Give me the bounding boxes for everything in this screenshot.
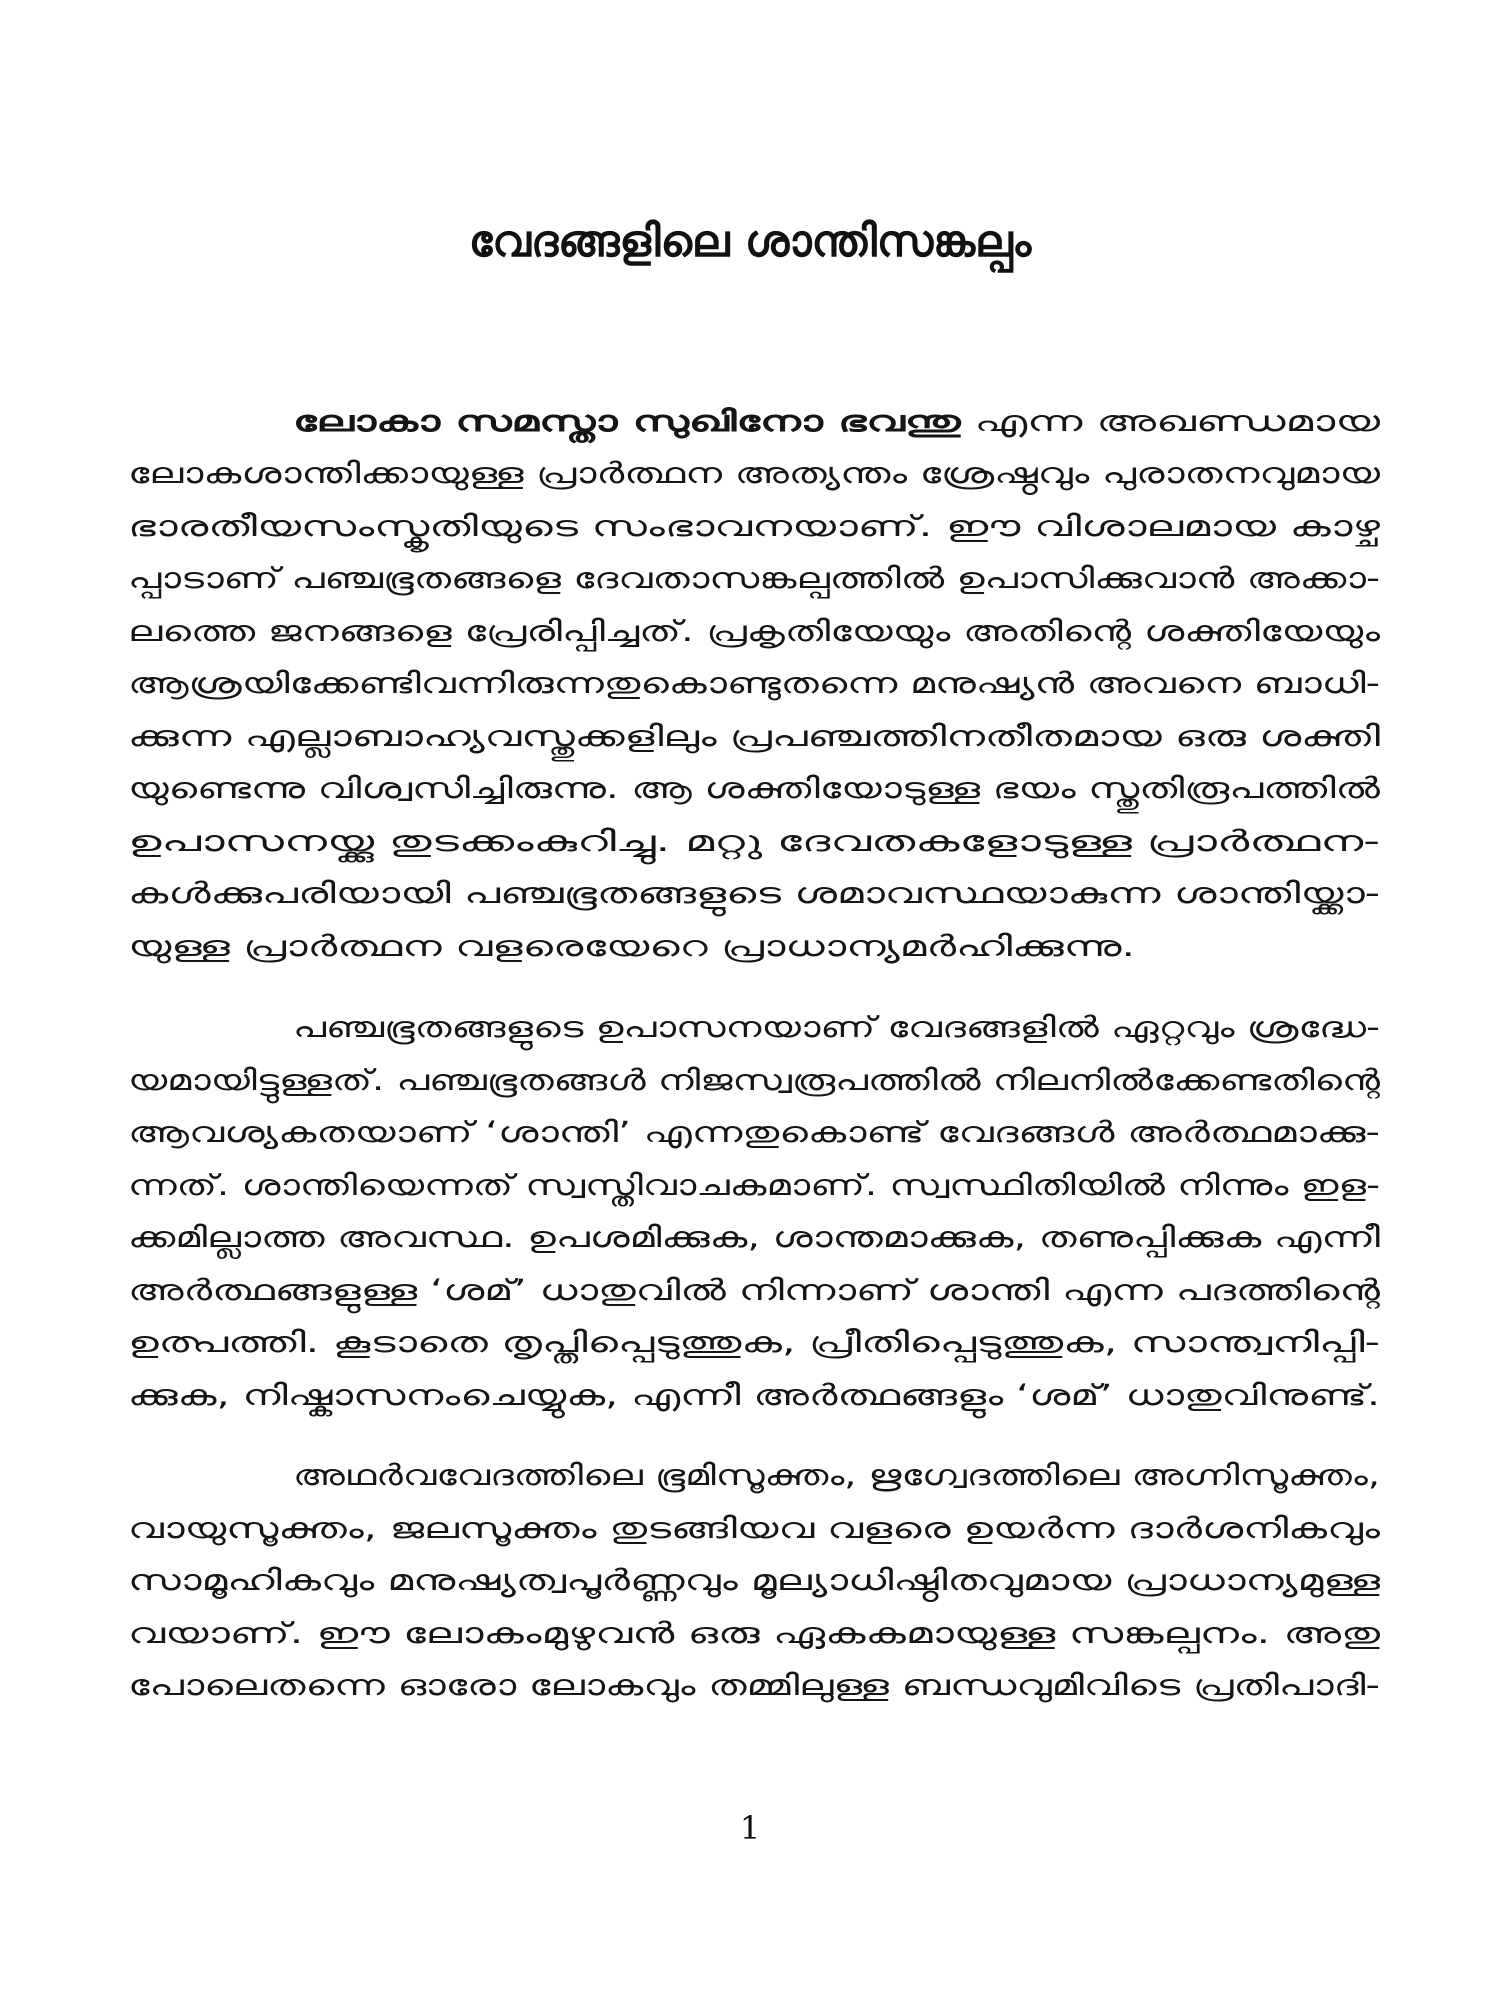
paragraph-line: ലത്തെ ജനങ്ങളെ പ്രേരിപ്പിച്ചത്. പ്രകൃതിയേയും അതിന്റെ ശക്തിയേയും — [128, 614, 1380, 648]
paragraph-line: ലോകശാന്തിക്കായുള്ള പ്രാർത്ഥന അത്യന്തം ശ്രേഷ്ഠവും പുരാതനവുമായ — [128, 456, 1380, 490]
paragraph-line: ഉത്പത്തി. കൂടാതെ തൃപ്തിപ്പെടുത്തുക, പ്രീതിപ്പെടുത്തുക, സാന്ത്വനിപ്പി- — [128, 1325, 1380, 1359]
paragraph-line: ന്നത്. ശാന്തിയെന്നത് സ്വസ്തിവാചകമാണ്. സ്വസ്ഥിതിയിൽ നിന്നും ഇള- — [128, 1168, 1380, 1202]
page-number: 1 — [739, 1809, 761, 1847]
paragraph-line: പ്പാടാണ് പഞ്ചഭൂതങ്ങളെ ദേവതാസങ്കല്പത്തിൽ ഉപാസിക്കുവാൻ അക്കാ- — [128, 561, 1380, 595]
paragraph-line: ഉപാസനയ്ക്കു തുടക്കംകുറിച്ചു. മറ്റു ദേവതകളോടുള്ള പ്രാർത്ഥന- — [128, 824, 1380, 858]
paragraph-line: ഭാരതീയസംസ്കൃതിയുടെ സംഭാവനയാണ്. ഈ വിശാലമായ കാഴ്ച — [128, 509, 1380, 543]
paragraph-line: വയാണ്. ഈ ലോകംമുഴുവൻ ഒരു ഏകകമായുള്ള സങ്കല്പനം. അതു — [128, 1616, 1380, 1650]
paragraph-line: ക്കുന്ന എല്ലാബാഹ്യവസ്തുക്കളിലും പ്രപഞ്ചത്തിനതീതമായ ഒരു ശക്തി — [128, 719, 1380, 753]
paragraph-line: ആശ്രയിക്കേണ്ടിവന്നിരുന്നതുകൊണ്ടുതന്നെ മനുഷ്യൻ അവനെ ബാധി- — [128, 666, 1380, 700]
paragraph-line: പോലെതന്നെ ഓരോ ലോകവും തമ്മിലുള്ള ബന്ധവുമിവിടെ പ്രതിപാദി- — [128, 1668, 1380, 1702]
paragraph-line: ആവശ്യകതയാണ് ‘ശാന്തി’ എന്നതുകൊണ്ട് വേദങ്ങൾ അർത്ഥമാക്കു- — [128, 1115, 1380, 1149]
paragraph-line: സാമൂഹികവും മനുഷ്യത്വപൂർണ്ണവും മൂല്യാധിഷ്ഠിതവുമായ പ്രാധാന്യമുള്ള — [128, 1563, 1380, 1597]
paragraph-line: യമായിട്ടുള്ളത്. പഞ്ചഭൂതങ്ങൾ നിജസ്വരൂപത്തിൽ നിലനിൽക്കേണ്ടതിന്റെ — [128, 1063, 1380, 1097]
paragraph-line: ക്കമില്ലാത്ത അവസ്ഥ. ഉപശമിക്കുക, ശാന്തമാക്കുക, തണുപ്പിക്കുക എന്നീ — [128, 1220, 1380, 1254]
paragraph-line: അർത്ഥങ്ങളുള്ള ‘ശമ്’ ധാതുവിൽ നിന്നാണ് ശാന്തി എന്ന പദത്തിന്റെ — [128, 1273, 1380, 1307]
paragraph-line: അഥർവവേദത്തിലെ ഭൂമിസൂക്തം, ഋഗ്വേദത്തിലെ അഗ്നിസൂക്തം, — [293, 1458, 1380, 1492]
bold-phrase: ലോകാ സമസ്താ സുഖിനോ ഭവന്തു — [293, 404, 961, 438]
paragraph-line: പഞ്ചഭൂതങ്ങളുടെ ഉപാസനയാണ് വേദങ്ങളിൽ ഏറ്റവും ശ്രദ്ധേ- — [293, 1010, 1380, 1044]
paragraph-line: കൾക്കുപരിയായി പഞ്ചഭൂതങ്ങളുടെ ശമാവസ്ഥയാകുന്ന ശാന്തിയ്ക്കാ- — [128, 876, 1380, 910]
paragraph-line: യുള്ള പ്രാർത്ഥന വളരെയേറെ പ്രാധാന്യമർഹിക്കുന്നു. — [128, 929, 1135, 963]
paragraph-line: യുണ്ടെന്നു വിശ്വസിച്ചിരുന്നു. ആ ശക്തിയോടുള്ള ഭയം സ്തുതിരൂപത്തിൽ — [128, 771, 1380, 805]
paragraph-line: വായുസൂക്തം, ജലസൂക്തം തുടങ്ങിയവ വളരെ ഉയർന്ന ദാർശനികവും — [128, 1511, 1380, 1545]
page-title: വേദങ്ങളിലെ ശാന്തിസങ്കല്പം — [468, 216, 1032, 267]
paragraph-line: ലോകാ സമസ്താ സുഖിനോ ഭവന്തു എന്ന അഖണ്ഡമായ — [293, 404, 1380, 438]
paragraph-line: ക്കുക, നിഷ്കാസനംചെയ്യുക, എന്നീ അർത്ഥങ്ങളും ‘ശമ്’ ധാതുവിനുണ്ട്. — [128, 1378, 1380, 1412]
